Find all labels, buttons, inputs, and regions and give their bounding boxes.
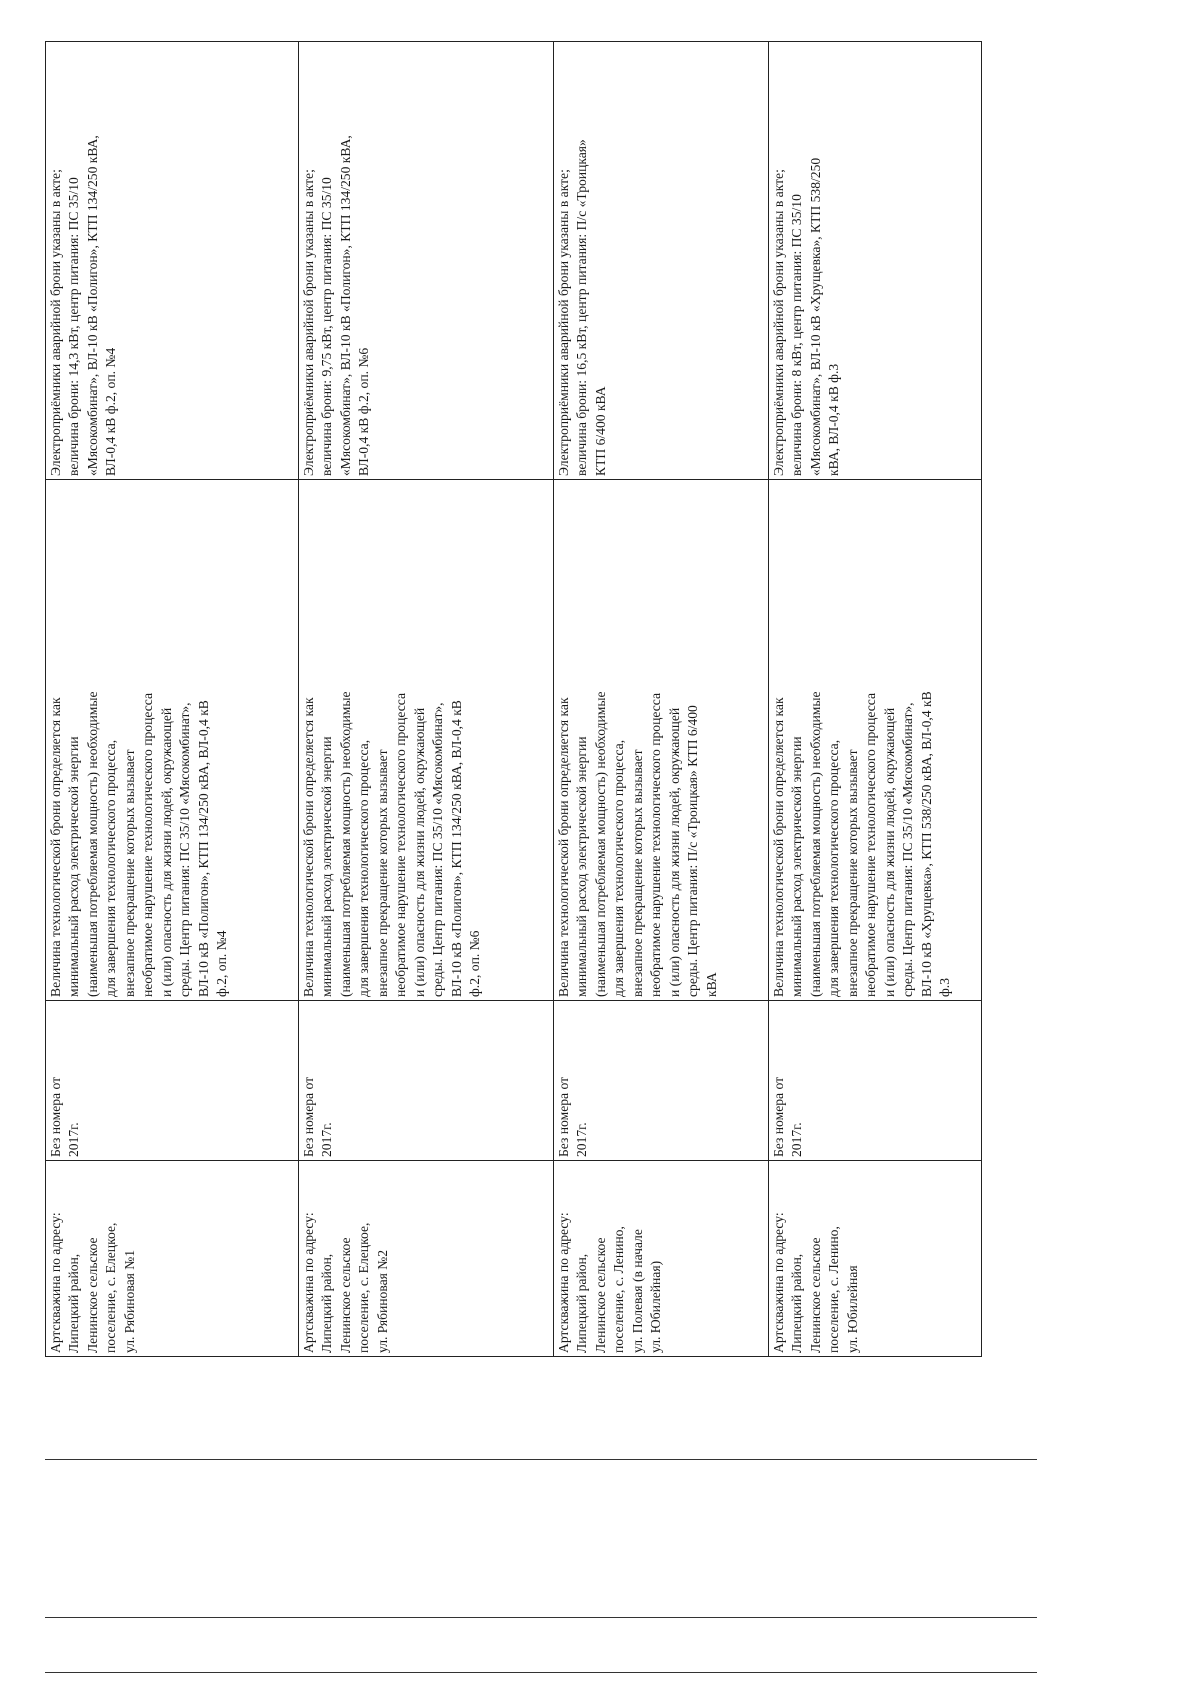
object-cell: [299, 1161, 554, 1357]
separator-line: [45, 1459, 1037, 1460]
act-cell: [299, 1001, 554, 1161]
act-text: Без номера от 2017г.: [301, 1076, 335, 1157]
act-text: Без номера от 2017г.: [48, 1076, 82, 1157]
tech-reserve-text: Величина технологической брони определяется как минимальный расход электрической энергии (наименьшая потребляемая мощность) необходимые для завершения технологического процесса, внезапное прекращение которых вызывает необратимое нарушение технологического процесса и (или) опасность для жизни людей, окружающей среды. Центр питания: ПС 35/10 «Мясокомбинат», ВЛ-10 кВ «Хрущевка», КТП 538/250 кВА, ВЛ-0,4 кВ ф.3: [771, 691, 953, 997]
emergency-reserve-text: Электроприёмники аварийной брони указаны в акте; величина брони: 16,5 кВт, центр питания: П/с «Троицкая» КТП 6/400 кВА: [556, 139, 608, 476]
object-text: Артскважина по адресу: Липецкий район, Ленинское сельское поселение, с. Ленино, ул. Юбилейная: [771, 1212, 860, 1353]
object-cell: [769, 1161, 982, 1357]
tech-reserve-cell: [554, 480, 769, 1001]
emergency-reserve-cell: [769, 42, 982, 480]
table-row: [769, 42, 982, 1357]
table-row: [554, 42, 769, 1357]
reservation-table: [45, 41, 982, 1357]
act-cell: [769, 1001, 982, 1161]
act-text: Без номера от 2017г.: [556, 1076, 590, 1157]
tech-reserve-cell: [46, 480, 299, 1001]
act-text: Без номера от 2017г.: [771, 1076, 805, 1157]
act-cell: [46, 1001, 299, 1161]
table-row: [299, 42, 554, 1357]
object-text: Артскважина по адресу: Липецкий район, Ленинское сельское поселение, с. Елецкое, ул. Рябиновая №2: [301, 1212, 390, 1353]
emergency-reserve-cell: [299, 42, 554, 480]
emergency-reserve-text: Электроприёмники аварийной брони указаны в акте; величина брони: 8 кВт, центр питания: ПС 35/10 «Мясокомбинат», ВЛ-10 кВ «Хрущевка», КТП 538/250 кВА, ВЛ-0,4 кВ ф.3: [771, 157, 842, 476]
tech-reserve-cell: [299, 480, 554, 1001]
emergency-reserve-cell: [554, 42, 769, 480]
tech-reserve-cell: [769, 480, 982, 1001]
separator-line: [45, 1672, 1037, 1673]
emergency-reserve-cell: [46, 42, 299, 480]
object-cell: [554, 1161, 769, 1357]
table-row: [46, 42, 299, 1357]
object-text: Артскважина по адресу: Липецкий район, Ленинское сельское поселение, с. Елецкое, ул. Рябиновая №1: [48, 1212, 137, 1353]
separator-line: [45, 1617, 1037, 1618]
emergency-reserve-text: Электроприёмники аварийной брони указаны в акте; величина брони: 14,3 кВт, центр питания: ПС 35/10 «Мясокомбинат», ВЛ-10 кВ «Полигон», КТП 134/250 кВА, ВЛ-0,4 кВ ф.2, оп. №4: [48, 135, 119, 476]
rotated-page: [45, 42, 1035, 1357]
object-text: Артскважина по адресу: Липецкий район, Ленинское сельское поселение, с. Ленино, ул. Полевая (в начале ул. Юбилейная): [556, 1212, 664, 1353]
tech-reserve-text: Величина технологической брони определяется как минимальный расход электрической энергии (наименьшая потребляемая мощность) необходимые для завершения технологического процесса, внезапное прекращение которых вызывает необратимое нарушение технологического процесса и (или) опасность для жизни людей, окружающей среды. Центр питания: П/с «Троицкая» КТП 6/400 кВА: [556, 691, 719, 997]
object-cell: [46, 1161, 299, 1357]
act-cell: [554, 1001, 769, 1161]
emergency-reserve-text: Электроприёмники аварийной брони указаны в акте; величина брони: 9,75 кВт, центр питания: ПС 35/10 «Мясокомбинат», ВЛ-10 кВ «Полигон», КТП 134/250 кВА, ВЛ-0,4 кВ ф.2, оп. №6: [301, 135, 372, 476]
tech-reserve-text: Величина технологической брони определяется как минимальный расход электрической энергии (наименьшая потребляемая мощность) необходимые для завершения технологического процесса, внезапное прекращение которых вызывает необратимое нарушение технологического процесса и (или) опасность для жизни людей, окружающей среды. Центр питания: ПС 35/10 «Мясокомбинат», ВЛ-10 кВ «Полигон», КТП 134/250 кВА, ВЛ-0,4 кВ ф.2, оп. №6: [301, 691, 483, 997]
tech-reserve-text: Величина технологической брони определяется как минимальный расход электрической энергии (наименьшая потребляемая мощность) необходимые для завершения технологического процесса, внезапное прекращение которых вызывает необратимое нарушение технологического процесса и (или) опасность для жизни людей, окружающей среды. Центр питания: ПС 35/10 «Мясокомбинат», ВЛ-10 кВ «Полигон», КТП 134/250 кВА, ВЛ-0,4 кВ ф.2, оп. №4: [48, 691, 230, 997]
